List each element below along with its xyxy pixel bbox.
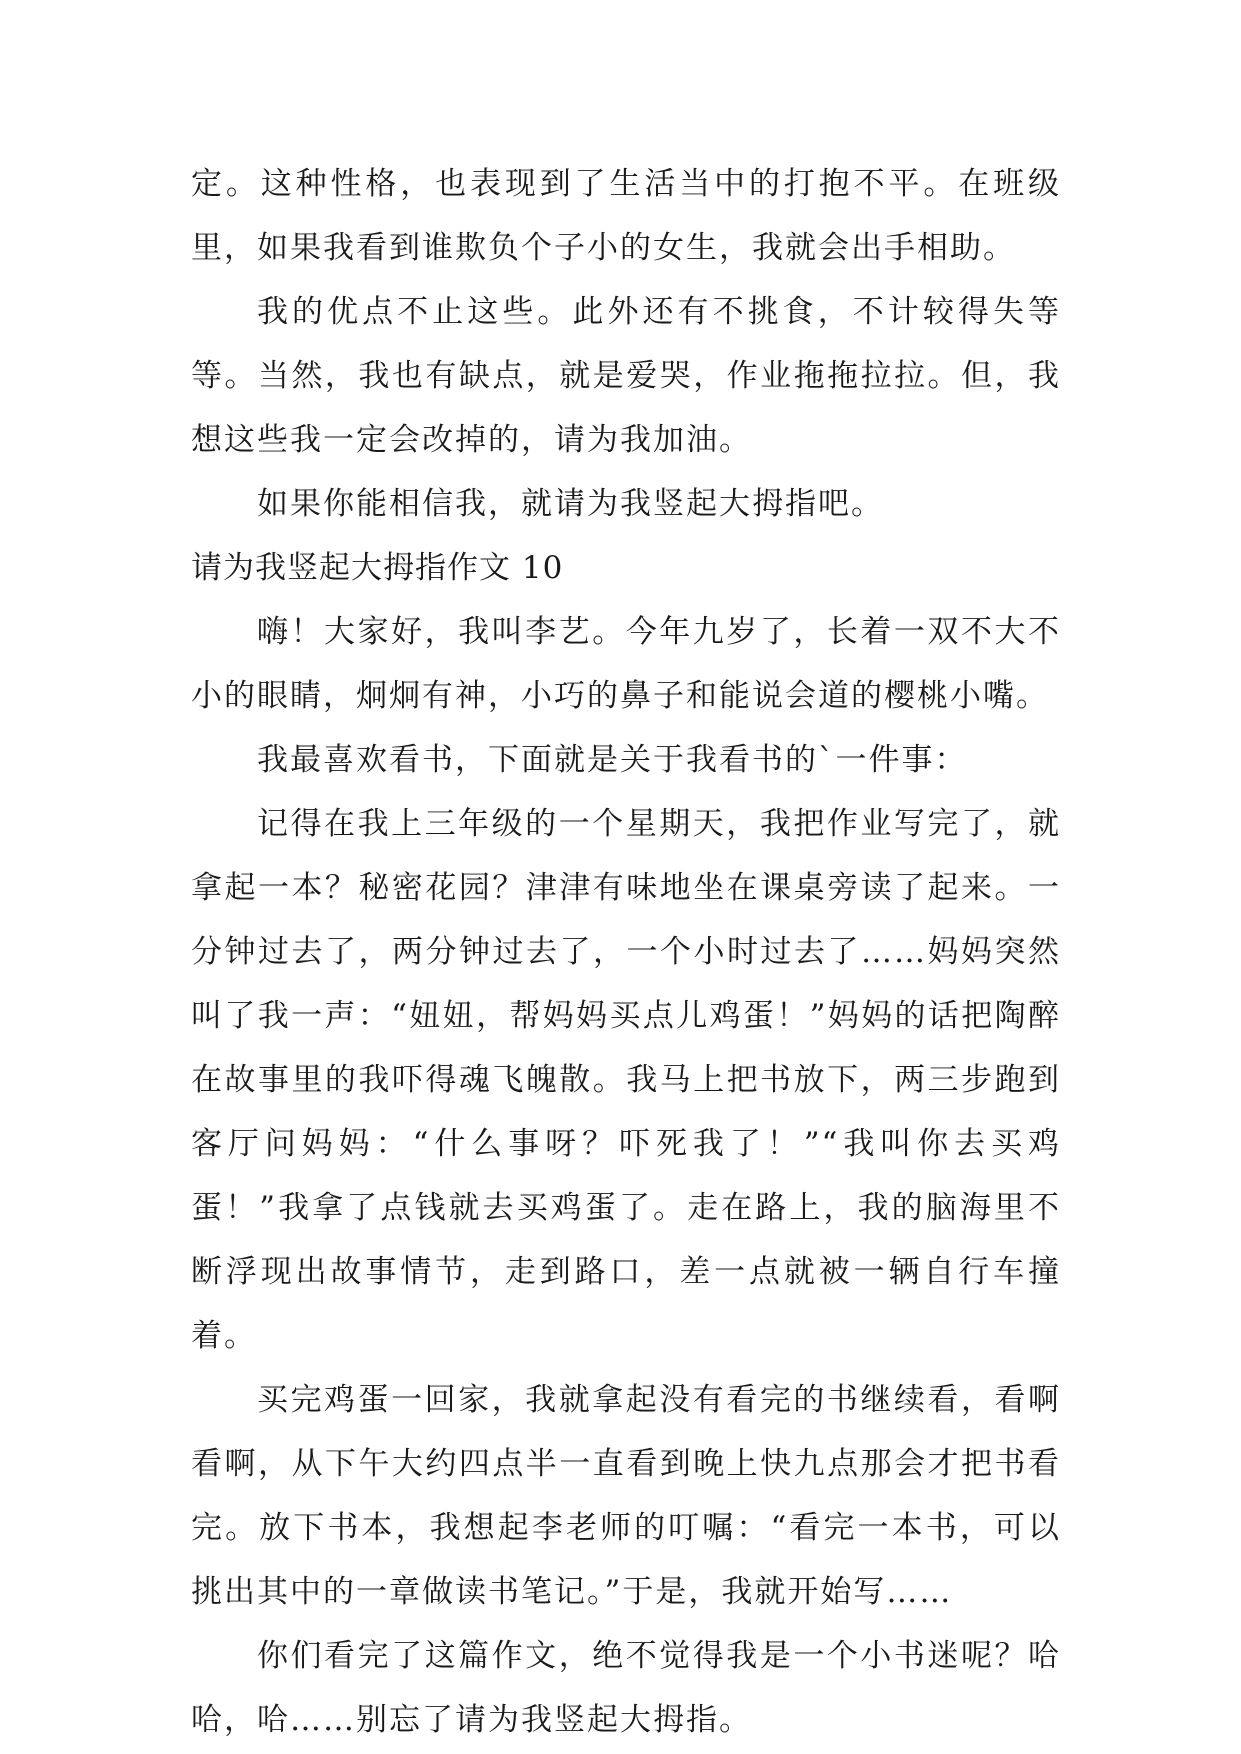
paragraph-1: 定。这种性格，也表现到了生活当中的打抱不平。在班级里，如果我看到谁欺负个子小的女生，我就会出手相助。 <box>191 166 1061 266</box>
paragraph-5: 我最喜欢看书，下面就是关于我看书的`一件事： <box>257 742 968 778</box>
paragraph-8: 你们看完了这篇作文，绝不觉得我是一个小书迷呢？哈哈，哈……别忘了请为我竖起大拇指。 <box>191 1638 1061 1738</box>
paragraph-3: 如果你能相信我，就请为我竖起大拇指吧。 <box>257 486 884 522</box>
paragraph-6: 记得在我上三年级的一个星期天，我把作业写完了，就拿起一本？秘密花园？津津有味地坐在课桌旁读了起来。一分钟过去了，两分钟过去了，一个小时过去了……妈妈突然叫了我一声：“妞妞，帮妈妈买点儿鸡蛋！”妈妈的话把陶醉在故事里的我吓得魂飞魄散。我马上把书放下，两三步跑到客厅问妈妈：“什么事呀？吓死我了！”“我叫你去买鸡蛋！”我拿了点钱就去买鸡蛋了。走在路上，我的脑海里不断浮现出故事情节，走到路口，差一点就被一辆自行车撞着。 <box>191 806 1061 1354</box>
paragraph-7: 买完鸡蛋一回家，我就拿起没有看完的书继续看，看啊看啊，从下午大约四点半一直看到晚上快九点那会才把书看完。放下书本，我想起李老师的叮嘱：“看完一本书，可以挑出其中的一章做读书笔记。”于是，我就开始写…… <box>191 1382 1061 1610</box>
paragraph-2: 我的优点不止这些。此外还有不挑食，不计较得失等等。当然，我也有缺点，就是爱哭，作业拖拖拉拉。但，我想这些我一定会改掉的，请为我加油。 <box>191 294 1061 458</box>
essay-heading: 请为我竖起大拇指作文 10 <box>191 550 564 586</box>
paragraph-4: 嗨！大家好，我叫李艺。今年九岁了，长着一双不大不小的眼睛，炯炯有神，小巧的鼻子和能说会道的樱桃小嘴。 <box>191 614 1061 714</box>
document-body <box>191 152 1061 1752</box>
